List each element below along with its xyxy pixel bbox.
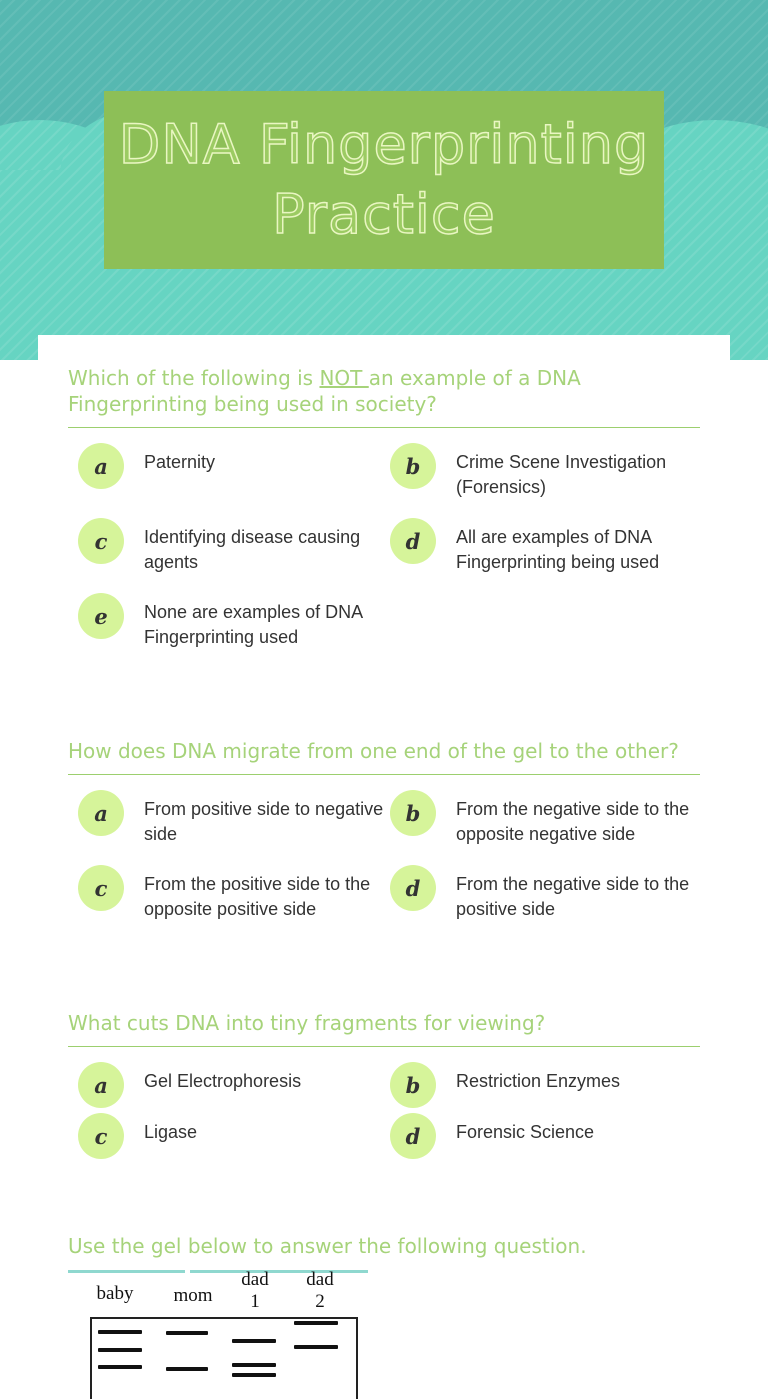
option-a[interactable]	[78, 1062, 390, 1108]
dna-band	[98, 1348, 142, 1352]
emphasis-not: NOT	[319, 366, 369, 390]
option-letter-badge: b	[390, 1062, 436, 1108]
question-1-text: Which of the following is NOT an example of a DNA Fingerprinting being used in society?	[68, 365, 700, 428]
question-2-text: How does DNA migrate from one end of the gel to the other?	[68, 738, 700, 775]
option-label: From the negative side to the opposite negative side	[456, 799, 690, 844]
option-b[interactable]	[390, 443, 702, 500]
option-label: Ligase	[144, 1122, 198, 1142]
option-e[interactable]	[78, 593, 390, 650]
question-3-text: What cuts DNA into tiny fragments for viewing?	[68, 1010, 700, 1047]
dna-band	[294, 1321, 338, 1325]
option-label: From the positive side to the opposite positive side	[144, 874, 371, 919]
dna-band	[98, 1365, 142, 1369]
worksheet-card	[38, 335, 730, 1380]
option-a[interactable]	[78, 790, 390, 847]
option-letter-badge: e	[78, 593, 124, 639]
option-letter-badge: c	[78, 1113, 124, 1159]
option-d[interactable]	[390, 1113, 702, 1159]
option-label: Crime Scene Investigation (Forensics)	[456, 452, 667, 497]
dna-band	[166, 1367, 208, 1371]
question-2	[68, 738, 700, 919]
dna-band	[166, 1331, 208, 1335]
title-banner	[104, 91, 664, 269]
option-label: From the negative side to the positive side	[456, 874, 690, 919]
lane-label-baby: baby	[96, 1283, 134, 1304]
option-letter-badge: d	[390, 1113, 436, 1159]
question-4-text: Use the gel below to answer the following question.	[68, 1234, 587, 1258]
option-label: Paternity	[144, 452, 216, 472]
option-label: All are examples of DNA Fingerprinting being used	[456, 527, 660, 572]
question-4	[68, 1233, 700, 1269]
option-d[interactable]	[390, 865, 702, 922]
option-letter-badge: a	[78, 1062, 124, 1108]
dna-band	[98, 1330, 142, 1334]
option-letter-badge: d	[390, 865, 436, 911]
option-label: Identifying disease causing agents	[144, 527, 361, 572]
dna-band	[232, 1339, 276, 1343]
option-letter-badge: c	[78, 518, 124, 564]
lane-label-mom: mom	[173, 1285, 213, 1306]
option-c[interactable]	[78, 1113, 390, 1159]
page-title: DNA Fingerprinting Practice	[118, 113, 650, 246]
option-b[interactable]	[390, 1062, 702, 1108]
option-c[interactable]	[78, 518, 390, 575]
option-label: Gel Electrophoresis	[144, 1071, 302, 1091]
option-b[interactable]	[390, 790, 702, 847]
option-a[interactable]	[78, 443, 390, 489]
dna-band	[232, 1363, 276, 1367]
option-label: Forensic Science	[456, 1122, 595, 1142]
question-3	[68, 1010, 700, 1149]
option-letter-badge: b	[390, 790, 436, 836]
question-1	[68, 365, 700, 647]
dna-band	[294, 1345, 338, 1349]
lane-label-dad-2: dad 2	[306, 1269, 334, 1312]
dna-band	[232, 1373, 276, 1377]
option-label: None are examples of DNA Fingerprinting used	[144, 602, 363, 647]
gel-image	[90, 1269, 370, 1383]
lane-label-dad-1: dad 1	[241, 1269, 269, 1312]
option-d[interactable]	[390, 518, 702, 575]
option-letter-badge: b	[390, 443, 436, 489]
option-label: From positive side to negative side	[144, 799, 384, 844]
option-letter-badge: a	[78, 790, 124, 836]
option-letter-badge: a	[78, 443, 124, 489]
option-letter-badge: d	[390, 518, 436, 564]
option-c[interactable]	[78, 865, 390, 922]
option-label: Restriction Enzymes	[456, 1071, 621, 1091]
option-letter-badge: c	[78, 865, 124, 911]
